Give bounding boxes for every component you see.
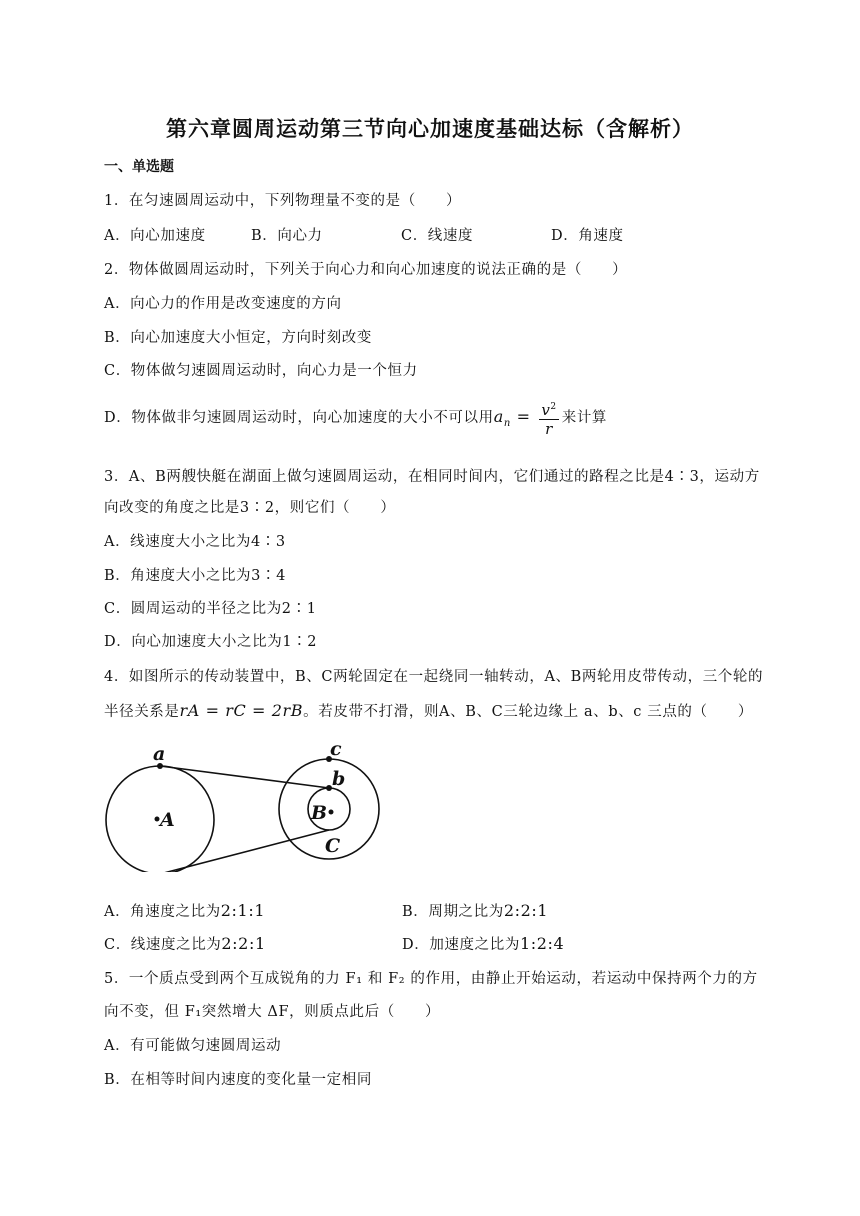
q1-option-d: D．角速度: [551, 228, 624, 244]
q2-option-d: [104, 398, 607, 438]
q4-option-d: D．加速度之比为1:2:4: [402, 934, 565, 953]
q2-stem: 2．物体做圆周运动时，下列关于向心力和向心加速度的说法正确的是（ ）: [104, 262, 628, 278]
q5-stem-line1: 5．一个质点受到两个互成锐角的力 F₁ 和 F₂ 的作用，由静止开始运动，若运动中保持两个力的方: [104, 971, 758, 987]
page-title: 第六章圆周运动第三节向心加速度基础达标（含解析）: [166, 116, 694, 141]
q2-option-d-text: D．物体做非匀速圆周运动时，向心加速度的大小不可以用: [104, 410, 494, 426]
q4-option-a: A．角速度之比为2:1:1: [104, 901, 266, 920]
q5-option-a: A．有可能做匀速圆周运动: [104, 1038, 282, 1054]
formula-fraction: $\frac{v^2}{r}$: [539, 398, 558, 438]
q3-option-d: D．向心加速度大小之比为1∶2: [104, 634, 318, 650]
q1-option-a: A．向心加速度: [104, 228, 206, 244]
q1-option-b: B．向心力: [251, 228, 323, 244]
q4-option-c: C．线速度之比为2:2:1: [104, 934, 266, 953]
label-c: c: [330, 740, 342, 760]
q4-stem-line1: 4．如图所示的传动装置中，B、C两轮固定在一起绕同一轴转动，A、B两轮用皮带传动，三个轮的: [104, 669, 764, 685]
q5-option-b: B．在相等时间内速度的变化量一定相同: [104, 1072, 372, 1088]
belt-top: [160, 766, 329, 788]
label-A: A: [160, 809, 175, 831]
q4-stem-line2: 半径关系是rA = rC = 2rB。若皮带不打滑，则A、B、C三轮边缘上 a、b、c 三点的（ ）: [104, 701, 753, 720]
label-b: b: [332, 768, 346, 790]
radius-relation-formula: rA = rC = 2rB: [179, 701, 304, 720]
q2-option-b: B．向心加速度大小恒定，方向时刻改变: [104, 330, 372, 346]
label-C: C: [325, 835, 341, 857]
q3-option-a: A．线速度大小之比为4∶3: [104, 534, 286, 550]
q3-stem-line2: 向改变的角度之比是3∶2，则它们（ ）: [104, 500, 396, 516]
label-a: a: [153, 743, 166, 765]
center-b: [329, 810, 334, 815]
q1-stem: 1．在匀速圆周运动中，下列物理量不变的是（ ）: [104, 193, 462, 209]
q3-option-c: C．圆周运动的半径之比为2∶1: [104, 601, 317, 617]
q2-option-c: C．物体做匀速圆周运动时，向心力是一个恒力: [104, 363, 418, 379]
q2-option-a: A．向心力的作用是改变速度的方向: [104, 296, 342, 312]
transmission-figure: [100, 740, 390, 872]
formula-lhs: $a_n$: [493, 407, 511, 430]
section-heading: 一、单选题: [104, 159, 174, 175]
belt-bottom: [160, 830, 329, 872]
q4-option-b: B．周期之比为2:2:1: [402, 901, 549, 920]
q1-option-c: C．线速度: [401, 228, 474, 244]
q5-stem-line2: 向不变，但 F₁突然增大 ΔF，则质点此后（ ）: [104, 1004, 441, 1020]
formula-equals: =: [510, 407, 537, 426]
center-a: [155, 817, 160, 822]
q3-option-b: B．角速度大小之比为3∶4: [104, 568, 286, 584]
q2-option-d-tail: 来计算: [561, 410, 608, 426]
label-B: B: [311, 802, 328, 824]
q3-stem-line1: 3．A、B两艘快艇在湖面上做匀速圆周运动，在相同时间内，它们通过的路程之比是4∶3，运动方: [104, 469, 760, 485]
